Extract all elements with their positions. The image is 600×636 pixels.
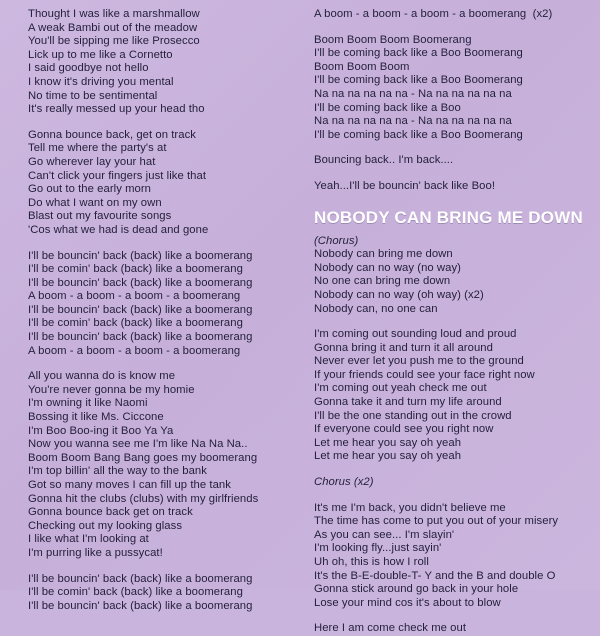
lyric-line: Gonna hit the clubs (clubs) with my girlfriends bbox=[28, 492, 259, 505]
lyric-line: You're never gonna be my homie bbox=[28, 383, 195, 396]
lyrics-stanza bbox=[28, 370, 296, 560]
lyric-line: Let me hear you say oh yeah bbox=[314, 436, 462, 449]
lyric-line: Tell me where the party's at bbox=[28, 142, 167, 155]
lyric-line: Let me hear you say oh yeah bbox=[314, 450, 462, 463]
right-lyrics-column bbox=[300, 0, 600, 635]
lyric-line: I'm purring like a pussycat! bbox=[28, 546, 163, 559]
lyric-line: I'll be bouncin' back (back) like a boomerang bbox=[28, 249, 253, 262]
lyric-line: If everyone could see you right now bbox=[314, 423, 494, 436]
lyric-line: I'm coming out sounding loud and proud bbox=[314, 328, 517, 341]
lyric-line: I'm coming out yeah check me out bbox=[314, 382, 487, 395]
lyric-line: Nobody can, no one can bbox=[314, 302, 438, 315]
song-title: NOBODY CAN BRING ME DOWN bbox=[314, 207, 583, 227]
lyrics-stanza bbox=[314, 34, 592, 143]
lyric-line: Do what I want on my own bbox=[28, 196, 162, 209]
lyric-line: It's really messed up your head tho bbox=[28, 103, 205, 116]
chorus-repeat-block bbox=[314, 476, 592, 490]
lyric-line: Na na na na na na - Na na na na na na bbox=[314, 115, 512, 128]
lyric-line: Here I am come check me out bbox=[314, 622, 467, 635]
chorus-label: (Chorus) bbox=[314, 234, 359, 247]
lyrics-stanza bbox=[28, 573, 296, 614]
chorus-label-block bbox=[314, 235, 592, 317]
lyric-line: All you wanna do is know me bbox=[28, 370, 176, 383]
lyric-line: Lick up to me like a Cornetto bbox=[28, 48, 173, 61]
lyric-line: Nobody can bring me down bbox=[314, 248, 453, 261]
lyric-line: Yeah...I'll be bouncin' back like Boo! bbox=[314, 179, 496, 192]
lyric-line: Gonna bounce back get on track bbox=[28, 506, 193, 519]
lyric-line: Nobody can no way (no way) bbox=[314, 261, 461, 274]
lyric-line: I'll be comin' back (back) like a boomerang bbox=[28, 586, 243, 599]
lyric-line: Go out to the early morn bbox=[28, 183, 152, 196]
lyric-line: A boom - a boom - a boom - a boomerang bbox=[28, 344, 241, 357]
lyric-line: I'll be comin' back (back) like a boomerang bbox=[28, 317, 243, 330]
lyrics-stanza bbox=[28, 8, 296, 117]
lyric-line: I'll be bouncin' back (back) like a boomerang bbox=[28, 572, 253, 585]
lyric-line: You'll be sipping me like Prosecco bbox=[28, 35, 200, 48]
chorus-repeat-label: Chorus (x2) bbox=[314, 476, 374, 489]
lyric-line: Uh oh, this is how I roll bbox=[314, 556, 429, 568]
lyrics-stanza bbox=[314, 502, 592, 611]
lyric-line: I'll be the one standing out in the crowd bbox=[314, 409, 512, 422]
lyric-line: 'Cos what we had is dead and gone bbox=[28, 223, 209, 236]
lyric-line: Go wherever lay your hat bbox=[28, 155, 156, 168]
lyric-line: Boom Boom Boom bbox=[314, 60, 410, 73]
lyric-line: Thought I was like a marshmallow bbox=[28, 8, 200, 20]
lyrics-stanza bbox=[28, 129, 296, 238]
lyrics-stanza bbox=[314, 328, 592, 464]
lyric-line: No one can bring me down bbox=[314, 275, 451, 288]
lyric-line: A weak Bambi out of the meadow bbox=[28, 21, 198, 34]
lyric-line: The time has come to put you out of your misery bbox=[314, 515, 559, 528]
lyric-line: As you can see... I'm slayin' bbox=[314, 528, 455, 541]
lyric-line: I'll be bouncin' back (back) like a boomerang bbox=[28, 599, 253, 612]
lyric-line: It's me I'm back, you didn't believe me bbox=[314, 501, 506, 514]
lyric-line: Blast out my favourite songs bbox=[28, 210, 172, 223]
lyric-line: Now you wanna see me I'm like Na Na Na.. bbox=[28, 438, 248, 451]
lyric-line: Gonna take it and turn my life around bbox=[314, 396, 502, 409]
lyric-line: Bossing it like Ms. Ciccone bbox=[28, 411, 164, 424]
lyric-line: Boom Boom Boom Boomerang bbox=[314, 33, 472, 46]
lyric-line: Can't click your fingers just like that bbox=[28, 169, 207, 182]
lyric-line: I'm Boo Boo-ing it Boo Ya Ya bbox=[28, 424, 174, 437]
lyric-line: Gonna bring it and turn it all around bbox=[314, 341, 493, 354]
lyric-line: A boom - a boom - a boom - a boomerang (x2) bbox=[314, 8, 553, 20]
lyrics-stanza bbox=[314, 8, 592, 22]
lyric-line: I'll be coming back like a Boo bbox=[314, 101, 461, 114]
lyric-line: If your friends could see your face right now bbox=[314, 368, 535, 381]
lyric-line: I like what I'm looking at bbox=[28, 533, 149, 546]
lyric-line: I know it's driving you mental bbox=[28, 75, 174, 88]
lyric-line: I'll be bouncin' back (back) like a boomerang bbox=[28, 276, 253, 289]
lyrics-stanza bbox=[314, 622, 592, 636]
lyric-line: I'm top billin' all the way to the bank bbox=[28, 465, 207, 478]
lyric-line: I'll be coming back like a Boo Boomerang bbox=[314, 47, 523, 60]
lyric-line: I'll be coming back like a Boo Boomerang bbox=[314, 74, 523, 87]
lyric-line: I'll be coming back like a Boo Boomerang bbox=[314, 128, 523, 141]
lyric-line: It's the B-E-double-T- Y and the B and double O bbox=[314, 569, 556, 582]
lyric-line: Gonna stick around go back in your hole bbox=[314, 583, 519, 596]
lyric-line: I'm looking fly...just sayin' bbox=[314, 542, 442, 555]
lyric-line: Lose your mind cos it's about to blow bbox=[314, 596, 501, 609]
lyric-line: I'm owning it like Naomi bbox=[28, 397, 148, 410]
lyrics-stanza bbox=[28, 250, 296, 359]
lyric-line: No time to be sentimental bbox=[28, 89, 158, 102]
lyric-line: Gonna bounce back, get on track bbox=[28, 128, 196, 141]
lyric-line: Nobody can no way (oh way) (x2) bbox=[314, 288, 484, 301]
lyric-line: Na na na na na na - Na na na na na na bbox=[314, 87, 512, 100]
lyric-line: Never ever let you push me to the ground bbox=[314, 355, 524, 368]
left-lyrics-column bbox=[0, 0, 300, 612]
lyric-line: Bouncing back.. I'm back.... bbox=[314, 154, 454, 167]
lyric-line: I'll be bouncin' back (back) like a boomerang bbox=[28, 303, 253, 316]
lyric-line: Checking out my looking glass bbox=[28, 519, 183, 532]
lyrics-stanza bbox=[314, 154, 592, 168]
lyric-line: I'll be comin' back (back) like a boomerang bbox=[28, 263, 243, 276]
lyric-line: I said goodbye not hello bbox=[28, 62, 149, 75]
lyric-line: Boom Boom Bang Bang goes my boomerang bbox=[28, 451, 258, 464]
lyric-line: Got so many moves I can fill up the tank bbox=[28, 479, 231, 491]
lyric-line: I'll be bouncin' back (back) like a boomerang bbox=[28, 331, 253, 344]
lyric-line: A boom - a boom - a boom - a boomerang bbox=[28, 290, 241, 303]
lyrics-stanza bbox=[314, 180, 592, 194]
